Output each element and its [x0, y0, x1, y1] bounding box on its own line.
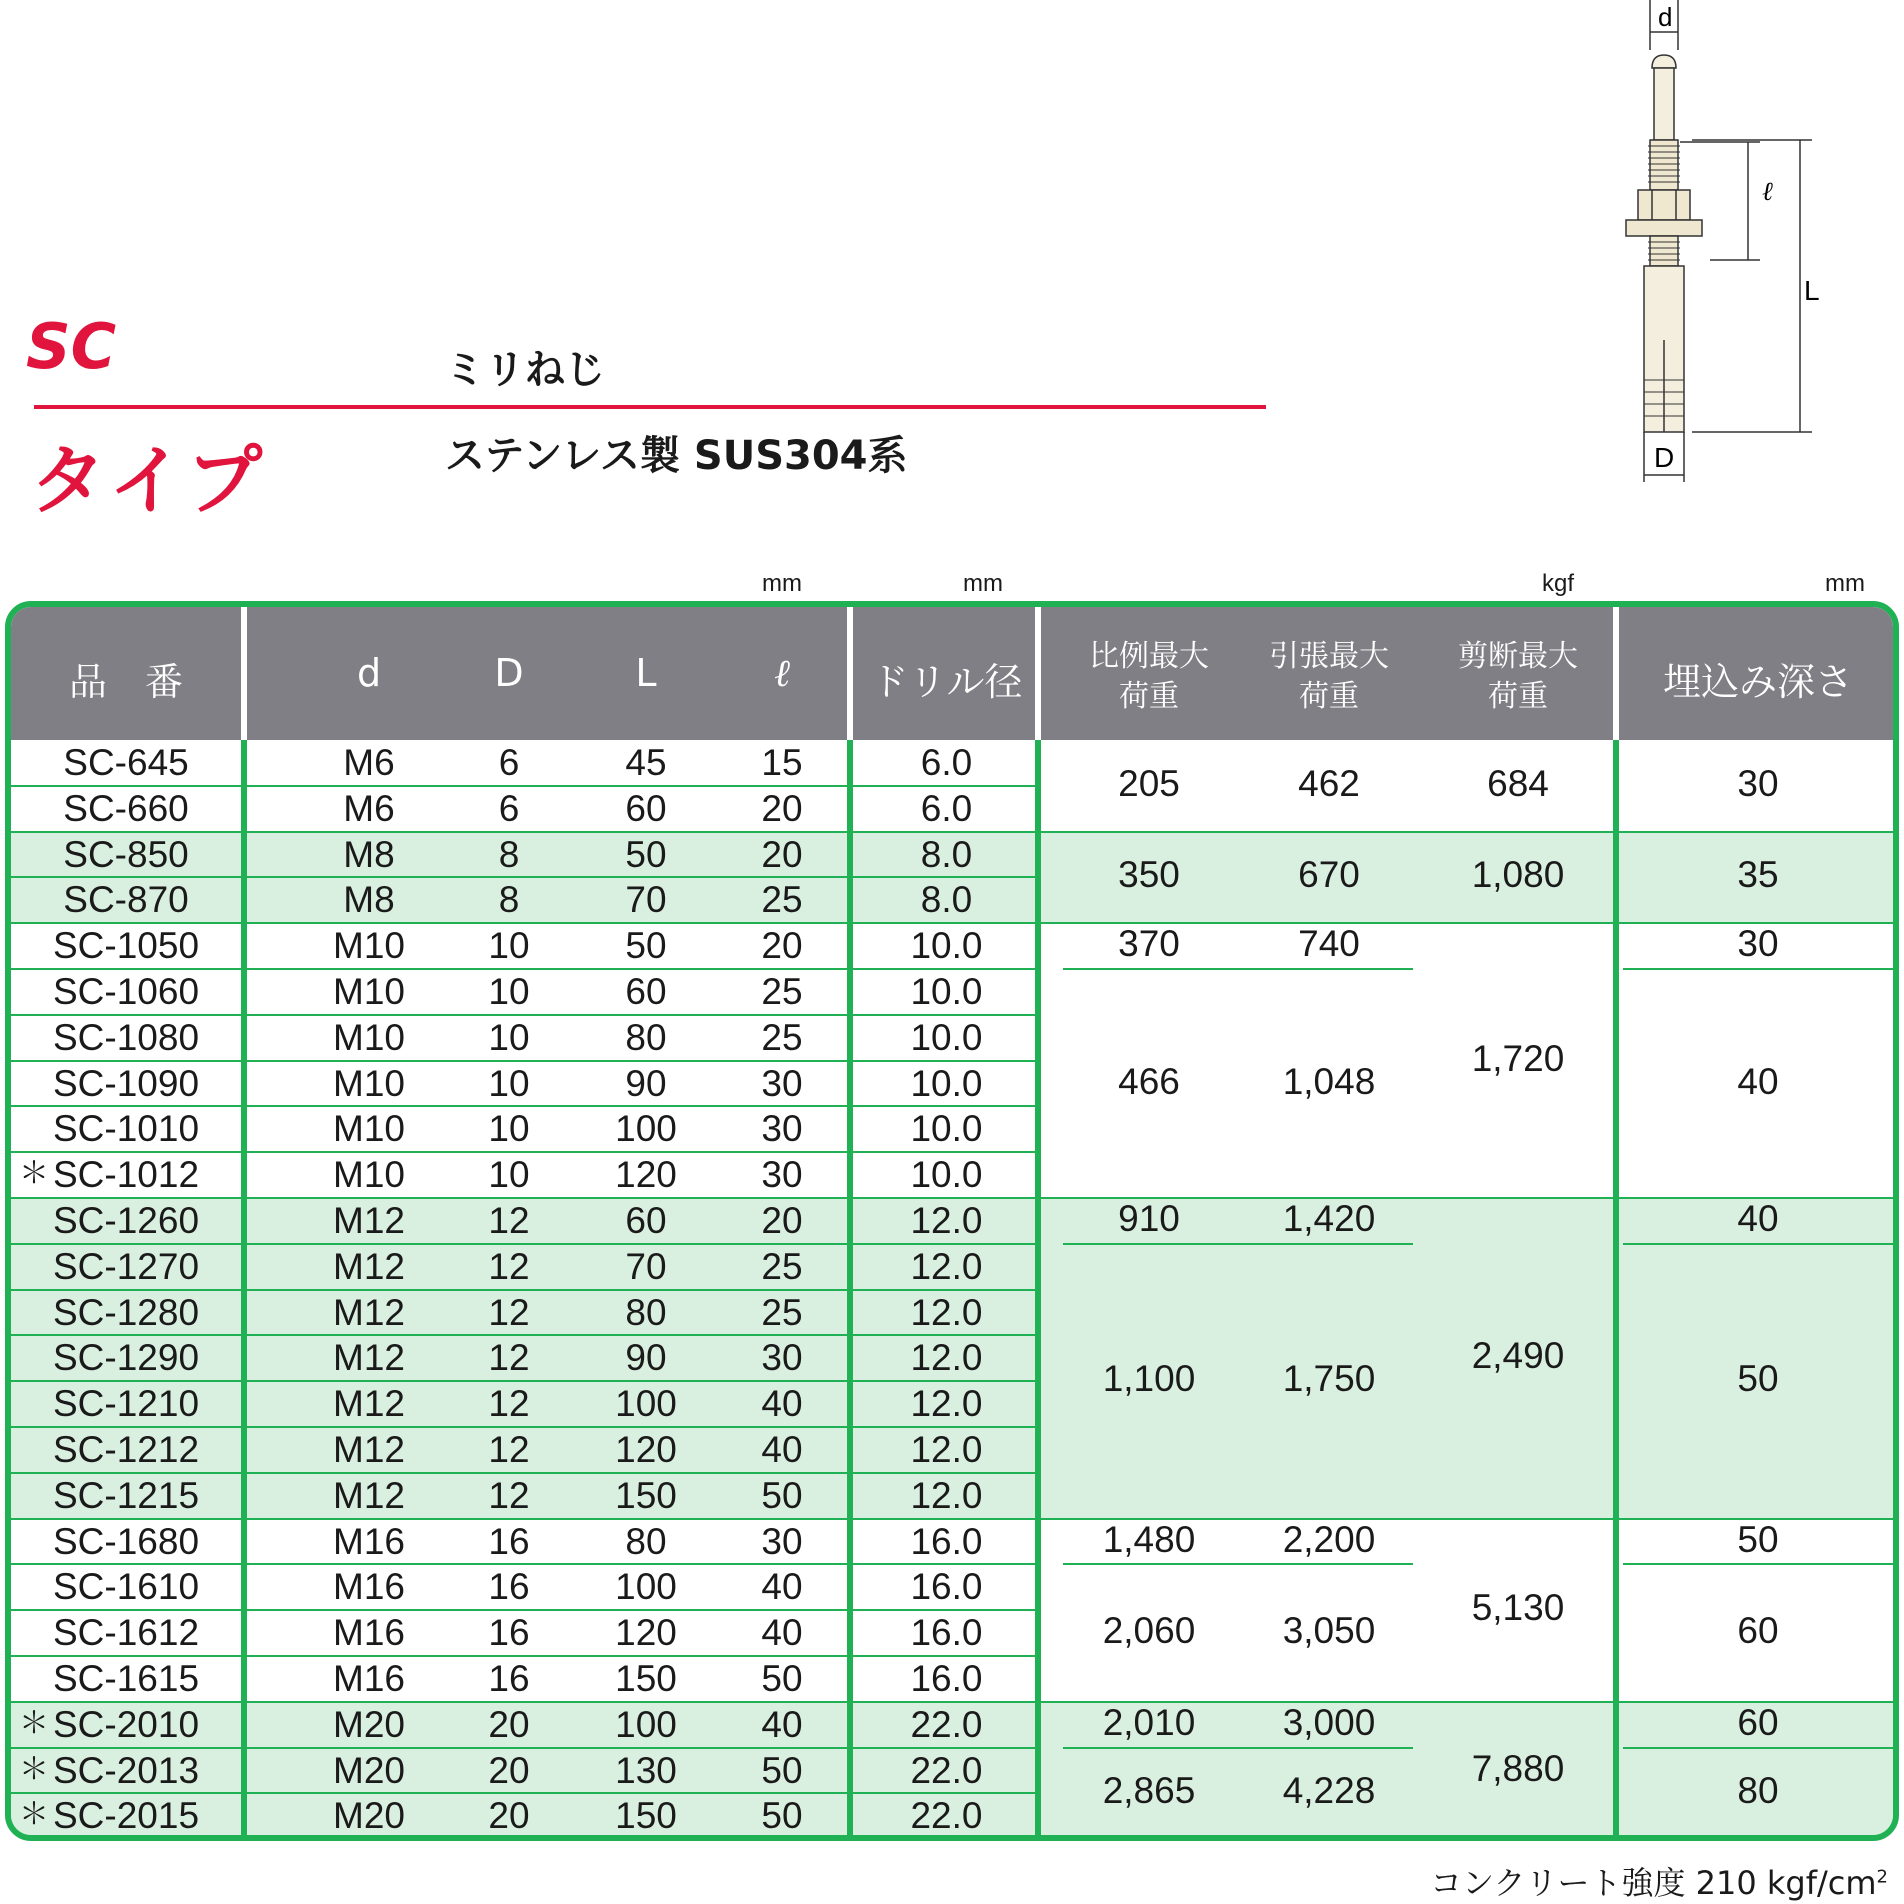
cell-d: M20 — [333, 1795, 405, 1837]
part-number: SC-1090 — [52, 1062, 200, 1104]
embed-depth: 30 — [1737, 923, 1779, 965]
part-number: SC-1270 — [52, 1245, 200, 1287]
shear-load: 684 — [1487, 762, 1549, 804]
cell-L: 45 — [625, 742, 667, 783]
cell-d: M10 — [333, 971, 405, 1012]
cell-L: 120 — [615, 1612, 677, 1654]
cell-D: 12 — [488, 1337, 530, 1379]
part-number: SC-1260 — [52, 1200, 200, 1241]
embed-depth: 35 — [1737, 854, 1779, 896]
header-d: d — [356, 651, 382, 695]
tensile-load: 3,000 — [1282, 1701, 1376, 1743]
part-number: SC-1012 — [52, 1154, 200, 1196]
cell-d: M16 — [333, 1566, 405, 1608]
header-separator — [847, 607, 853, 740]
cell-d: M12 — [333, 1429, 405, 1470]
part-number: SC-645 — [63, 742, 189, 783]
embed-depth: 80 — [1737, 1770, 1779, 1812]
embed-subdivider — [1623, 968, 1899, 970]
cell-D: 20 — [488, 1795, 530, 1837]
cell-d: M12 — [333, 1474, 405, 1516]
anchor-bolt-diagram — [1580, 0, 1820, 485]
cell-L: 100 — [615, 1566, 677, 1608]
proportional-load: 350 — [1118, 854, 1180, 896]
cell-D: 16 — [488, 1520, 530, 1562]
header-separator — [241, 607, 247, 740]
cell-drill: 10.0 — [910, 971, 983, 1012]
header-proportional-load: 比例最大 荷重 — [1089, 639, 1209, 714]
cell-l: 50 — [761, 1658, 803, 1699]
cell-drill: 10.0 — [910, 1108, 983, 1150]
cell-d: M12 — [333, 1383, 405, 1425]
part-number: SC-1215 — [52, 1474, 200, 1516]
part-number: SC-870 — [63, 879, 189, 921]
cell-L: 100 — [615, 1703, 677, 1745]
cell-L: 50 — [625, 925, 667, 967]
part-number: SC-1080 — [52, 1016, 200, 1058]
cell-l: 30 — [761, 1337, 803, 1379]
cell-l: 50 — [761, 1749, 803, 1791]
cell-l: 40 — [761, 1612, 803, 1654]
cell-L: 150 — [615, 1474, 677, 1516]
header-separator — [1613, 607, 1619, 740]
part-number: SC-1290 — [52, 1337, 200, 1379]
cell-l: 20 — [761, 787, 803, 829]
tensile-load: 3,050 — [1282, 1610, 1376, 1652]
part-number: SC-1210 — [52, 1383, 200, 1425]
cell-l: 30 — [761, 1062, 803, 1104]
cell-L: 70 — [625, 879, 667, 921]
tensile-load: 2,200 — [1282, 1518, 1376, 1560]
cell-L: 130 — [615, 1749, 677, 1791]
header-L: L — [635, 651, 657, 695]
concrete-strength-note: コンクリート強度 210 kgf/$cm^2$ — [1430, 1864, 1888, 1902]
proportional-load: 1,100 — [1102, 1358, 1196, 1400]
part-number: SC-1050 — [52, 925, 200, 967]
header-D: D — [494, 651, 524, 695]
cell-D: 8 — [498, 833, 520, 875]
cell-D: 10 — [488, 925, 530, 967]
cell-D: 10 — [488, 1062, 530, 1104]
part-number: SC-2015 — [52, 1795, 200, 1837]
asterisk-mark: ＊ — [19, 1751, 49, 1787]
cell-drill: 22.0 — [910, 1703, 983, 1745]
cell-drill: 16.0 — [910, 1612, 983, 1654]
cell-D: 20 — [488, 1749, 530, 1791]
svg-text:ℓ: ℓ — [1762, 177, 1773, 207]
cell-D: 12 — [488, 1200, 530, 1241]
asterisk-mark: ＊ — [19, 1156, 49, 1192]
cell-D: 16 — [488, 1566, 530, 1608]
cell-D: 6 — [498, 787, 520, 829]
cell-L: 150 — [615, 1795, 677, 1837]
shear-load: 1,080 — [1471, 854, 1565, 896]
cell-l: 25 — [761, 879, 803, 921]
svg-text:D: D — [1654, 442, 1675, 473]
cell-L: 60 — [625, 1200, 667, 1241]
embed-depth: 40 — [1737, 1197, 1779, 1239]
cell-D: 12 — [488, 1291, 530, 1333]
cell-L: 90 — [625, 1337, 667, 1379]
cell-drill: 10.0 — [910, 1016, 983, 1058]
load-subdivider — [1063, 1747, 1413, 1749]
cell-D: 12 — [488, 1429, 530, 1470]
cell-drill: 8.0 — [920, 833, 973, 875]
embed-subdivider — [1623, 1747, 1899, 1749]
cell-drill: 12.0 — [910, 1474, 983, 1516]
cell-D: 12 — [488, 1474, 530, 1516]
header-l: ℓ — [774, 651, 790, 695]
sc-logo — [24, 318, 204, 380]
cell-L: 70 — [625, 1245, 667, 1287]
cell-l: 40 — [761, 1383, 803, 1425]
cell-d: M10 — [333, 1062, 405, 1104]
cell-l: 50 — [761, 1795, 803, 1837]
cell-L: 60 — [625, 787, 667, 829]
shear-load: 2,490 — [1471, 1335, 1565, 1377]
cell-l: 25 — [761, 1016, 803, 1058]
proportional-load: 205 — [1118, 762, 1180, 804]
header-part: 品 番 — [68, 660, 183, 704]
cell-drill: 12.0 — [910, 1245, 983, 1287]
svg-text:L: L — [1804, 275, 1820, 306]
cell-drill: 12.0 — [910, 1337, 983, 1379]
header-drill: ドリル径 — [870, 660, 1023, 704]
cell-drill: 12.0 — [910, 1200, 983, 1241]
unit-embed: mm — [1825, 570, 1865, 597]
cell-drill: 12.0 — [910, 1291, 983, 1333]
cell-L: 100 — [615, 1383, 677, 1425]
cell-L: 50 — [625, 833, 667, 875]
cell-d: M10 — [333, 1154, 405, 1196]
cell-l: 25 — [761, 1291, 803, 1333]
cell-l: 25 — [761, 1245, 803, 1287]
cell-L: 80 — [625, 1016, 667, 1058]
cell-d: M12 — [333, 1291, 405, 1333]
cell-d: M10 — [333, 925, 405, 967]
cell-d: M20 — [333, 1703, 405, 1745]
embed-depth: 50 — [1737, 1518, 1779, 1560]
cell-d: M12 — [333, 1337, 405, 1379]
cell-L: 150 — [615, 1658, 677, 1699]
shear-load: 7,880 — [1471, 1747, 1565, 1789]
cell-d: M8 — [343, 833, 395, 875]
asterisk-mark: ＊ — [19, 1705, 49, 1741]
part-number: SC-2010 — [52, 1703, 200, 1745]
proportional-load: 2,865 — [1102, 1770, 1196, 1812]
cell-d: M16 — [333, 1612, 405, 1654]
load-subdivider — [1063, 968, 1413, 970]
cell-drill: 16.0 — [910, 1520, 983, 1562]
header-shear-load: 剪断最大 荷重 — [1458, 639, 1578, 714]
part-number: SC-1010 — [52, 1108, 200, 1150]
cell-d: M8 — [343, 879, 395, 921]
proportional-load: 1,480 — [1102, 1518, 1196, 1560]
cell-l: 40 — [761, 1703, 803, 1745]
tensile-load: 1,750 — [1282, 1358, 1376, 1400]
cell-l: 30 — [761, 1154, 803, 1196]
asterisk-mark: ＊ — [19, 1797, 49, 1833]
cell-drill: 12.0 — [910, 1429, 983, 1470]
cell-d: M16 — [333, 1658, 405, 1699]
tensile-load: 740 — [1298, 923, 1360, 965]
embed-depth: 60 — [1737, 1701, 1779, 1743]
cell-drill: 10.0 — [910, 925, 983, 967]
header-embed-depth: 埋込み深さ — [1662, 660, 1853, 704]
table-header — [11, 607, 1893, 740]
cell-l: 30 — [761, 1520, 803, 1562]
cell-drill: 16.0 — [910, 1658, 983, 1699]
part-number: SC-2013 — [52, 1749, 200, 1791]
cell-d: M20 — [333, 1749, 405, 1791]
cell-D: 10 — [488, 1016, 530, 1058]
cell-L: 80 — [625, 1291, 667, 1333]
cell-D: 20 — [488, 1703, 530, 1745]
column-separator — [241, 740, 247, 1835]
part-number: SC-1680 — [52, 1520, 200, 1562]
tensile-load: 1,048 — [1282, 1060, 1376, 1102]
cell-L: 90 — [625, 1062, 667, 1104]
proportional-load: 466 — [1118, 1060, 1180, 1102]
cell-d: M6 — [343, 742, 395, 783]
proportional-load: 2,060 — [1102, 1610, 1196, 1652]
embed-depth: 50 — [1737, 1358, 1779, 1400]
cell-drill: 16.0 — [910, 1566, 983, 1608]
embed-subdivider — [1623, 1243, 1899, 1245]
shear-load: 1,720 — [1471, 1037, 1565, 1079]
part-number: SC-1615 — [52, 1658, 200, 1699]
part-number: SC-1212 — [52, 1429, 200, 1470]
cell-l: 30 — [761, 1108, 803, 1150]
header-tensile-load: 引張最大 荷重 — [1269, 639, 1389, 714]
cell-D: 10 — [488, 971, 530, 1012]
cell-drill: 6.0 — [920, 742, 973, 783]
part-number: SC-850 — [63, 833, 189, 875]
part-number: SC-1280 — [52, 1291, 200, 1333]
cell-L: 80 — [625, 1520, 667, 1562]
cell-D: 12 — [488, 1383, 530, 1425]
part-number: SC-1612 — [52, 1612, 200, 1654]
cell-l: 40 — [761, 1566, 803, 1608]
cell-L: 120 — [615, 1154, 677, 1196]
proportional-load: 910 — [1118, 1197, 1180, 1239]
cell-L: 120 — [615, 1429, 677, 1470]
proportional-load: 370 — [1118, 923, 1180, 965]
embed-depth: 40 — [1737, 1060, 1779, 1102]
unit-load: kgf — [1542, 570, 1575, 597]
header-separator — [1035, 607, 1041, 740]
load-subdivider — [1063, 1243, 1413, 1245]
cell-d: M12 — [333, 1245, 405, 1287]
cell-drill: 6.0 — [920, 787, 973, 829]
cell-D: 10 — [488, 1108, 530, 1150]
shear-load: 5,130 — [1471, 1587, 1565, 1629]
cell-l: 20 — [761, 925, 803, 967]
tensile-load: 1,420 — [1282, 1197, 1376, 1239]
svg-text:SC: SC — [26, 318, 117, 380]
cell-l: 50 — [761, 1474, 803, 1516]
cell-drill: 12.0 — [910, 1383, 983, 1425]
cell-l: 15 — [761, 742, 803, 783]
proportional-load: 2,010 — [1102, 1701, 1196, 1743]
column-separator — [1035, 740, 1041, 1835]
cell-drill: 10.0 — [910, 1154, 983, 1196]
part-number: SC-660 — [63, 787, 189, 829]
cell-D: 6 — [498, 742, 520, 783]
type-label: タイプ — [30, 436, 267, 525]
tensile-load: 670 — [1298, 854, 1360, 896]
cell-drill: 22.0 — [910, 1749, 983, 1791]
unit-dimensions: mm — [762, 570, 802, 597]
cell-D: 12 — [488, 1245, 530, 1287]
embed-depth: 30 — [1737, 762, 1779, 804]
cell-d: M10 — [333, 1108, 405, 1150]
spec-table — [5, 601, 1899, 1841]
cell-d: M6 — [343, 787, 395, 829]
unit-drill: mm — [963, 570, 1003, 597]
cell-L: 100 — [615, 1108, 677, 1150]
cell-D: 16 — [488, 1612, 530, 1654]
tensile-load: 4,228 — [1282, 1770, 1376, 1812]
cell-D: 16 — [488, 1658, 530, 1699]
cell-L: 60 — [625, 971, 667, 1012]
svg-text:d: d — [1658, 2, 1673, 32]
group-divider — [1035, 831, 1899, 833]
column-separator — [847, 740, 853, 1835]
part-number: SC-1610 — [52, 1566, 200, 1608]
part-number: SC-1060 — [52, 971, 200, 1012]
cell-d: M10 — [333, 1016, 405, 1058]
cell-l: 20 — [761, 1200, 803, 1241]
subtitle-thread: ミリねじ — [445, 347, 605, 393]
cell-l: 25 — [761, 971, 803, 1012]
column-separator — [1613, 740, 1619, 1835]
title-divider — [34, 405, 1266, 409]
cell-drill: 10.0 — [910, 1062, 983, 1104]
cell-l: 20 — [761, 833, 803, 875]
cell-drill: 22.0 — [910, 1795, 983, 1837]
cell-l: 40 — [761, 1429, 803, 1470]
cell-drill: 8.0 — [920, 879, 973, 921]
cell-d: M16 — [333, 1520, 405, 1562]
tensile-load: 462 — [1298, 762, 1360, 804]
subtitle-material: ステンレス製 SUS304系 — [445, 433, 908, 479]
embed-depth: 60 — [1737, 1610, 1779, 1652]
load-subdivider — [1063, 1563, 1413, 1565]
cell-D: 10 — [488, 1154, 530, 1196]
cell-D: 8 — [498, 879, 520, 921]
cell-d: M12 — [333, 1200, 405, 1241]
embed-subdivider — [1623, 1563, 1899, 1565]
